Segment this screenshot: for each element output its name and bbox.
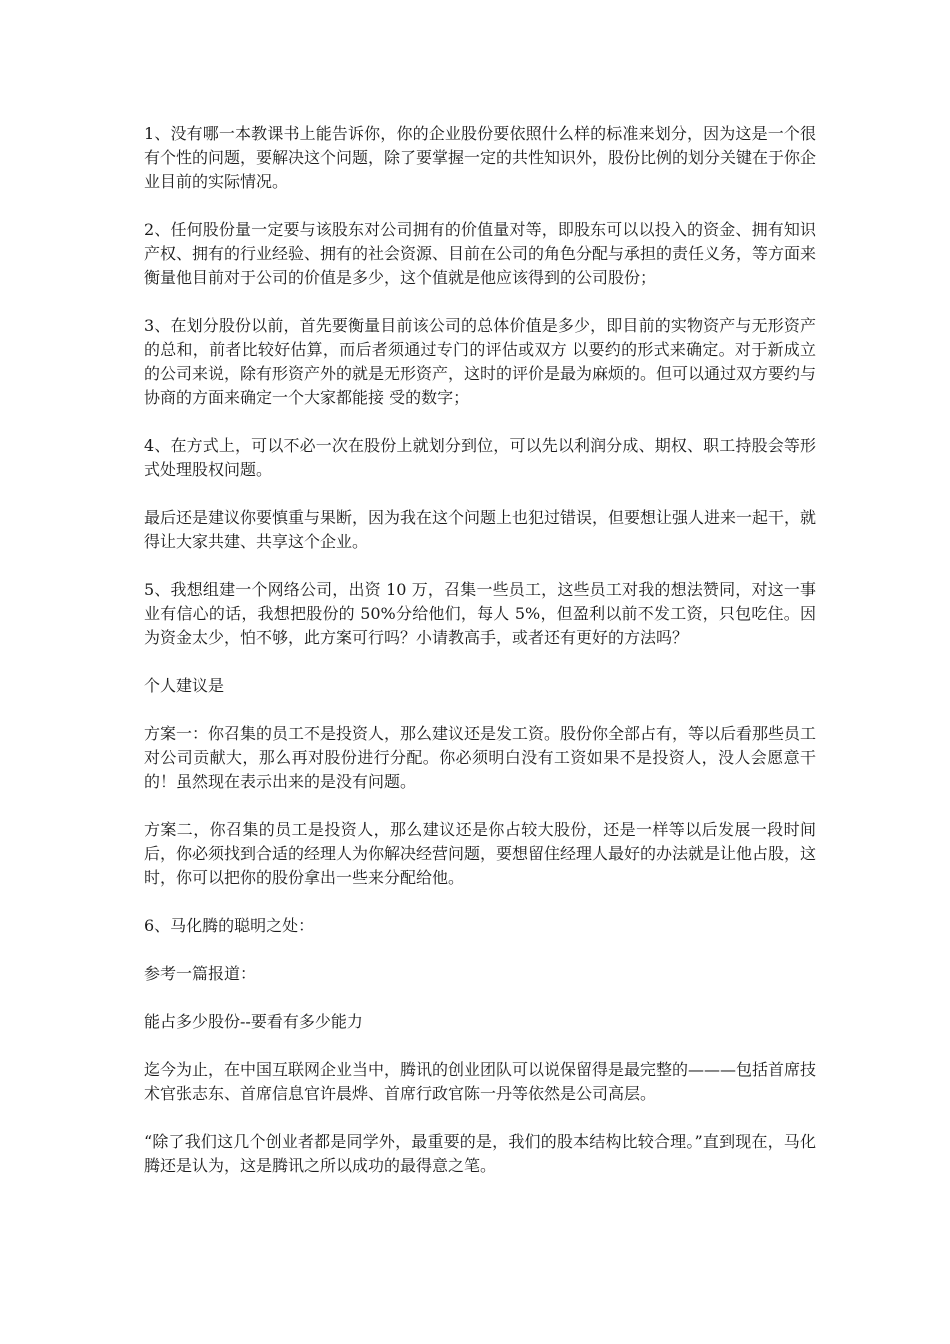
- paragraph-1: 1、没有哪一本教课书上能告诉你，你的企业股份要依照什么样的标准来划分，因为这是一个很有个性的问题，要解决这个问题，除了要掌握一定的共性知识外，股份比例的划分关键在于你企业目前的实际情况。: [144, 124, 817, 191]
- paragraph-5: 最后还是建议你要慎重与果断，因为我在这个问题上也犯过错误，但要想让强人进来一起干，就得让大家共建、共享这个企业。: [144, 508, 817, 551]
- paragraph-10: 6、马化腾的聪明之处：: [144, 916, 315, 935]
- paragraph-13: 迄今为止，在中国互联网企业当中，腾讯的创业团队可以说保留得是最完整的———包括首席技术官张志东、首席信息官许晨烨、首席行政官陈一丹等依然是公司高层。: [144, 1060, 817, 1103]
- paragraph-12: 能占多少股份--要看有多少能力: [144, 1012, 363, 1031]
- paragraph-7: 个人建议是: [144, 676, 225, 695]
- paragraph-6: 5、我想组建一个网络公司，出资 10 万，召集一些员工，这些员工对我的想法赞同，对这一事业有信心的话，我想把股份的 50%分给他们，每人 5%，但盈利以前不发工资，只包吃住。因为资金太少，怕不够，此方案可行吗？小请教高手，或者还有更好的方法吗？: [144, 580, 816, 647]
- paragraph-9: 方案二，你召集的员工是投资人，那么建议还是你占较大股份，还是一样等以后发展一段时间后，你必须找到合适的经理人为你解决经营问题，要想留住经理人最好的办法就是让他占股，这时，你可以把你的股份拿出一些来分配给他。: [144, 820, 817, 887]
- paragraph-14: “除了我们这几个创业者都是同学外，最重要的是，我们的股本结构比较合理。”直到现在，马化腾还是认为，这是腾讯之所以成功的最得意之笔。: [144, 1132, 816, 1175]
- document-body: [144, 122, 816, 1202]
- paragraph-2: 2、任何股份量一定要与该股东对公司拥有的价值量对等，即股东可以以投入的资金、拥有知识产权、拥有的行业经验、拥有的社会资源、目前在公司的角色分配与承担的责任义务，等方面来衡量他目前对于公司的价值是多少，这个值就是他应该得到的公司股份；: [144, 220, 817, 287]
- paragraph-3: 3、在划分股份以前，首先要衡量目前该公司的总体价值是多少，即目前的实物资产与无形资产的总和，前者比较好估算，而后者须通过专门的评估或双方 以要约的形式来确定。对于新成立的公司来说，除有形资产外的就是无形资产，这时的评价是最为麻烦的。但可以通过双方要约与协商的方面来确定一个大家都能接 受的数字；: [144, 316, 817, 407]
- paragraph-8: 方案一：你召集的员工不是投资人，那么建议还是发工资。股份你全部占有，等以后看那些员工对公司贡献大，那么再对股份进行分配。你必须明白没有工资如果不是投资人，没人会愿意干的！虽然现在表示出来的是没有问题。: [144, 724, 817, 791]
- paragraph-4: 4、在方式上，可以不必一次在股份上就划分到位，可以先以利润分成、期权、职工持股会等形式处理股权问题。: [144, 436, 816, 479]
- paragraph-11: 参考一篇报道：: [144, 964, 257, 983]
